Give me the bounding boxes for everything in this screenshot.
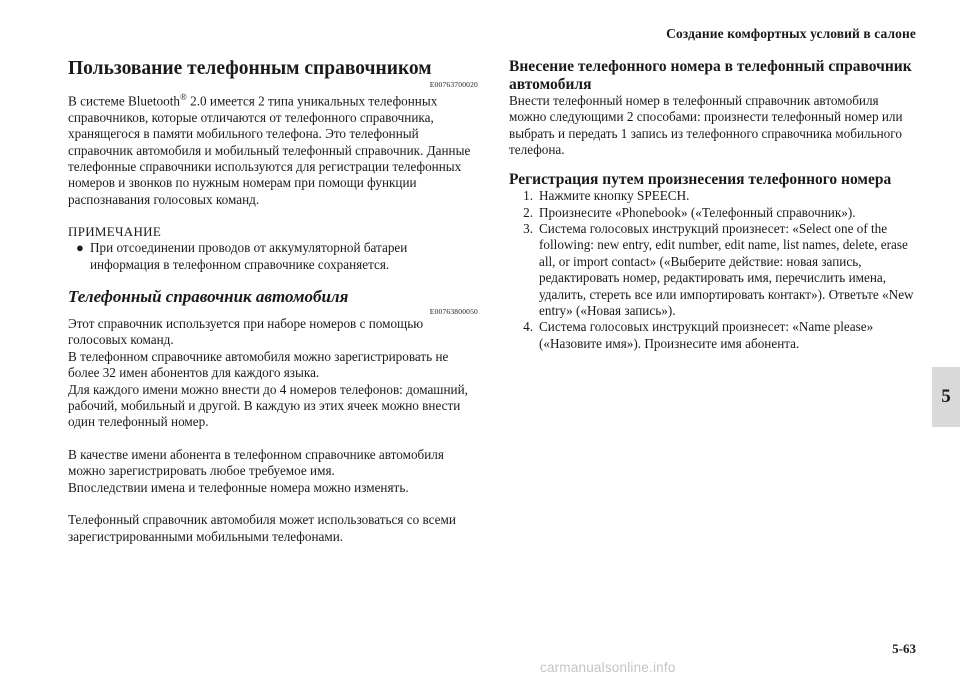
note-text: При отсоединении проводов от аккумуляторной батареи информация в телефонном справочнике сохраняется. [90,240,408,272]
note-heading: ПРИМЕЧАНИЕ [68,224,162,240]
chapter-tab [932,367,960,427]
page-header-title: Создание комфортных условий в салоне [666,26,916,41]
body-paragraph: Телефонный справочник автомобиля может использоваться со всеми зарегистрированными мобильными телефонами. [68,512,456,544]
list-item: 2. Произнесите «Phonebook» («Телефонный справочник»). [523,204,856,220]
right-column [509,58,919,352]
section-title-voice-registration: Регистрация путем произнесения телефонного номера [509,170,892,188]
section-title-add-number: Внесение телефонного номера в телефонный справочник автомобиля [509,58,912,93]
bullet-icon: ● [76,240,84,256]
body-paragraph: Впоследствии имена и телефонные номера можно изменять. [68,479,409,495]
watermark: carmanualsonline.info [540,660,676,675]
registered-mark: ® [179,92,187,102]
intro-text-start: В системе Bluetooth [68,93,180,109]
section-title-vehicle-phonebook: Телефонный справочник автомобиля [68,287,349,307]
chapter-number: 5 [941,386,951,407]
list-item: 3. Система голосовых инструкций произнесет: «Select one of the following: new entry, edit number, edit name, list names, delete, erase all, or import contact» («Выберите действие: новая запись, редактировать номер, редактировать имя, перечислить имена, удалить, стереть все или импортировать контакт»). Ответьте «New entry» («Новая запись»). [523,220,914,318]
intro-text-rest: 2.0 имеется 2 типа уникальных телефонных справочников, которые отличаются от телефонного справочника, хранящегося в памяти мобильного телефона. Это телефонный справочник автомобиля и мобильный телефонный справочник. Данные телефонные справочники используются для регистрации телефонных номеров и звонков по нужным номерам при помощи функции распознавания голосовых команд. [68,93,471,207]
list-item: 4. Система голосовых инструкций произнесет: «Name please» («Назовите имя»). Произнесите имя абонента. [523,319,874,351]
left-column [68,58,478,545]
section-title-phonebook-usage: Пользование телефонным справочником [68,58,432,79]
note-item [68,240,478,273]
intro-paragraph [68,89,478,208]
page-number: 5-63 [892,641,916,656]
section-code: E00763800050 [429,307,478,317]
body-paragraph: Для каждого имени можно внести до 4 номеров телефонов: домашний, рабочий, мобильный и другой. В каждую из этих ячеек можно внести один телефонный номер. [68,381,468,430]
body-paragraph: В телефонном справочнике автомобиля можно зарегистрировать не более 32 имен абонентов для каждого языка. [68,348,449,381]
body-paragraph: Внести телефонный номер в телефонный справочник автомобиля можно следующими 2 способами: произнести телефонный номер или выбрать и передать 1 запись из телефонного справочника мобильного телефона. [509,93,903,158]
body-paragraph: Этот справочник используется при наборе номеров с помощью голосовых команд. [68,316,424,348]
body-paragraph: В качестве имени абонента в телефонном справочнике автомобиля можно зарегистрировать любое требуемое имя. [68,446,444,479]
steps-list [509,188,919,352]
section-code: E00763700020 [429,80,478,89]
list-item: 1. Нажмите кнопку SPEECH. [523,188,690,204]
